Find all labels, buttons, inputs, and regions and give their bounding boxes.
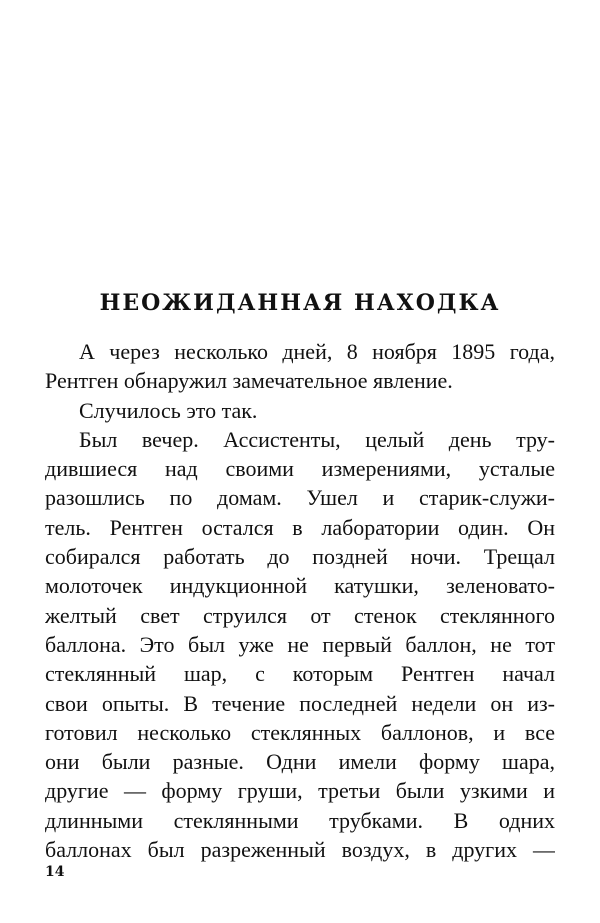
text-line: Рентген обнаружил замечательное явление. — [45, 368, 453, 394]
text-line: разошлись по домам. Ушел и старик-служи- — [45, 485, 555, 511]
text-line: желтый свет струился от стенок стеклянного — [45, 602, 555, 628]
text-line: Был вечер. Ассистенты, целый день тру- — [79, 426, 555, 452]
page-number: 14 — [45, 864, 65, 880]
text-line: свои опыты. В течение последней недели он из- — [45, 690, 555, 716]
text-line: тель. Рентген остался в лаборатории один. Он — [45, 514, 555, 540]
text-line: они были разные. Одни имели форму шара, — [45, 749, 555, 775]
text-line: баллонах был разреженный воздух, в других — — [45, 837, 555, 863]
chapter-title: НЕОЖИДАННАЯ НАХОДКА — [99, 290, 501, 316]
text-line: готовил несколько стеклянных баллонов, и все — [45, 719, 555, 745]
text-line: баллона. Это был уже не первый баллон, не тот — [45, 631, 555, 657]
body-text — [45, 337, 555, 864]
text-line: Случилось это так. — [79, 397, 258, 423]
text-line: стеклянный шар, с которым Рентген начал — [45, 661, 555, 687]
text-line: дившиеся над своими измерениями, усталые — [45, 456, 555, 482]
text-line: молоточек индукционной катушки, зеленовато- — [45, 573, 555, 599]
text-line: другие — форму груши, третьи были узкими и — [45, 778, 555, 804]
text-line: длинными стеклянными трубками. В одних — [45, 807, 555, 833]
text-line: А через несколько дней, 8 ноября 1895 года, — [79, 339, 555, 364]
text-line: собирался работать до поздней ночи. Трещал — [45, 544, 555, 570]
